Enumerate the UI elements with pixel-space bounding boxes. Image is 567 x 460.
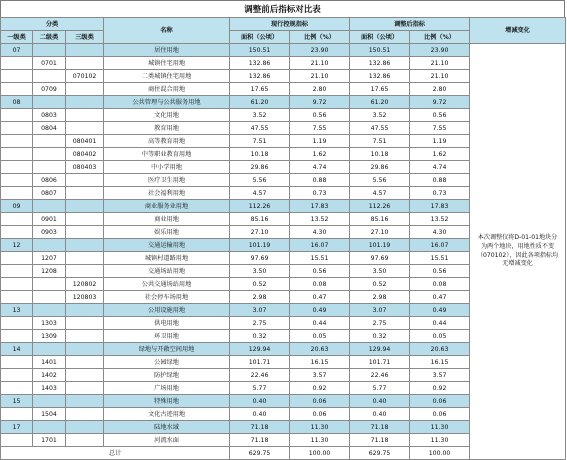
adjusted-area-cell: 29.86: [350, 161, 410, 174]
level1-code-cell: [1, 434, 33, 447]
adjusted-ratio-cell: 20.63: [410, 343, 470, 356]
land-use-name-cell: 供电用地: [104, 317, 230, 330]
level3-code-cell: [66, 122, 104, 135]
land-use-name-cell: 交通运输用地: [104, 239, 230, 252]
current-ratio-cell: 0.44: [290, 317, 350, 330]
level2-code-cell: [33, 304, 66, 317]
level2-code-cell: 0803: [33, 109, 66, 122]
name-header: 名称: [104, 18, 230, 44]
adjusted-ratio-cell: 1.19: [410, 135, 470, 148]
current-ratio-cell: 16.15: [290, 356, 350, 369]
current-area-cell: 4.57: [230, 187, 290, 200]
level2-code-cell: [33, 135, 66, 148]
adjusted-ratio-cell: 0.73: [410, 187, 470, 200]
level3-code-cell: [66, 317, 104, 330]
adjusted-area-cell: 47.55: [350, 122, 410, 135]
category-header: 分类: [1, 18, 104, 31]
level3-code-cell: [66, 356, 104, 369]
adjusted-area-cell: 112.26: [350, 200, 410, 213]
current-area-cell: 3.50: [230, 265, 290, 278]
level1-code-cell: [1, 135, 33, 148]
land-use-name-cell: 中等职业教育用地: [104, 148, 230, 161]
adjusted-ratio-cell: 16.07: [410, 239, 470, 252]
land-use-name-cell: 高等教育用地: [104, 135, 230, 148]
current-area-cell: 0.52: [230, 278, 290, 291]
table-row: [1, 44, 566, 57]
current-area-cell: 101.71: [230, 356, 290, 369]
level3-code-cell: [66, 382, 104, 395]
level2-code-cell: 0901: [33, 213, 66, 226]
current-area-cell: 0.40: [230, 395, 290, 408]
level1-code-cell: [1, 265, 33, 278]
level1-code-cell: [1, 252, 33, 265]
level2-code-cell: 1303: [33, 317, 66, 330]
adjusted-area-cell: 101.71: [350, 356, 410, 369]
current-ratio-cell: 4.30: [290, 226, 350, 239]
level1-code-cell: 13: [1, 304, 33, 317]
adjusted-area-cell: 3.07: [350, 304, 410, 317]
level1-code-cell: 17: [1, 421, 33, 434]
level1-code-cell: [1, 278, 33, 291]
current-area-cell: 29.86: [230, 161, 290, 174]
current-ratio-cell: 0.06: [290, 408, 350, 421]
level3-code-cell: [66, 421, 104, 434]
current-area-cell: 101.19: [230, 239, 290, 252]
current-area-cell: 71.18: [230, 421, 290, 434]
current-ratio-cell: 0.56: [290, 265, 350, 278]
level1-code-cell: [1, 213, 33, 226]
level2-code-cell: [33, 161, 66, 174]
adjusted-area-cell: 3.52: [350, 109, 410, 122]
total-adjusted-area: 629.75: [350, 447, 410, 460]
adjusted-area-header: 面积（公顷）: [350, 31, 410, 44]
land-use-name-cell: 二类城镇住宅用地: [104, 70, 230, 83]
adjusted-area-cell: 150.51: [350, 44, 410, 57]
land-use-name-cell: 居住用地: [104, 44, 230, 57]
level3-code-cell: [66, 369, 104, 382]
current-ratio-cell: 0.56: [290, 109, 350, 122]
adjusted-area-cell: 7.51: [350, 135, 410, 148]
land-use-name-cell: 商业用地: [104, 213, 230, 226]
adjusted-area-cell: 10.18: [350, 148, 410, 161]
level2-code-cell: [33, 278, 66, 291]
adjusted-ratio-cell: 3.57: [410, 369, 470, 382]
level3-code-cell: [66, 265, 104, 278]
level1-code-cell: [1, 187, 33, 200]
adjusted-ratio-cell: 2.80: [410, 83, 470, 96]
level1-code-cell: 14: [1, 343, 33, 356]
land-use-name-cell: 社会停车场用地: [104, 291, 230, 304]
current-ratio-cell: 21.10: [290, 57, 350, 70]
current-ratio-cell: 21.10: [290, 70, 350, 83]
land-use-name-cell: 广场用地: [104, 382, 230, 395]
level3-code-cell: [66, 109, 104, 122]
land-use-name-cell: 商业服务业用地: [104, 200, 230, 213]
level1-code-cell: 09: [1, 200, 33, 213]
current-area-cell: 27.10: [230, 226, 290, 239]
current-ratio-cell: 20.63: [290, 343, 350, 356]
comparison-table: [0, 17, 566, 460]
adjusted-area-cell: 0.40: [350, 408, 410, 421]
land-use-name-cell: 防护绿地: [104, 369, 230, 382]
adjusted-ratio-cell: 7.55: [410, 122, 470, 135]
adjusted-ratio-cell: 0.06: [410, 408, 470, 421]
level2-code-cell: 1309: [33, 330, 66, 343]
current-area-cell: 2.75: [230, 317, 290, 330]
adjusted-area-cell: 2.75: [350, 317, 410, 330]
level1-code-cell: 12: [1, 239, 33, 252]
current-ratio-cell: 9.72: [290, 96, 350, 109]
adjusted-ratio-cell: 4.74: [410, 161, 470, 174]
current-area-cell: 3.52: [230, 109, 290, 122]
land-use-name-cell: 商住混合用地: [104, 83, 230, 96]
header-row-1: [1, 18, 566, 31]
level1-code-cell: [1, 317, 33, 330]
level3-code-cell: [66, 213, 104, 226]
current-ratio-cell: 15.51: [290, 252, 350, 265]
land-use-name-cell: 城镇村道路用地: [104, 252, 230, 265]
current-ratio-cell: 0.49: [290, 304, 350, 317]
current-ratio-cell: 11.30: [290, 434, 350, 447]
level2-code-cell: [33, 200, 66, 213]
level2-code-cell: [33, 96, 66, 109]
level3-code-cell: [66, 200, 104, 213]
land-use-name-cell: 特殊用地: [104, 395, 230, 408]
level2-code-cell: [33, 343, 66, 356]
level3-code-cell: [66, 187, 104, 200]
level1-code-cell: [1, 161, 33, 174]
adjusted-ratio-cell: 0.88: [410, 174, 470, 187]
adjusted-ratio-cell: 17.83: [410, 200, 470, 213]
level2-code-cell: [33, 395, 66, 408]
level2-code-cell: 0709: [33, 83, 66, 96]
current-area-cell: 0.40: [230, 408, 290, 421]
current-area-cell: 17.65: [230, 83, 290, 96]
level2-code-cell: 1701: [33, 434, 66, 447]
level1-code-cell: 07: [1, 44, 33, 57]
total-adjusted-ratio: 100.00: [410, 447, 470, 460]
level3-code-cell: [66, 174, 104, 187]
level1-code-cell: [1, 226, 33, 239]
level1-code-cell: [1, 356, 33, 369]
level3-code-cell: [66, 395, 104, 408]
land-use-name-cell: 娱乐用地: [104, 226, 230, 239]
level3-code-cell: [66, 304, 104, 317]
current-ratio-cell: 0.47: [290, 291, 350, 304]
adjusted-area-cell: 71.18: [350, 421, 410, 434]
level2-code-cell: [33, 291, 66, 304]
adjusted-ratio-cell: 0.92: [410, 382, 470, 395]
adjusted-ratio-cell: 16.15: [410, 356, 470, 369]
adjusted-ratio-cell: 21.10: [410, 70, 470, 83]
level3-code-cell: [66, 44, 104, 57]
level1-code-cell: [1, 57, 33, 70]
current-ratio-cell: 23.90: [290, 44, 350, 57]
current-area-cell: 61.20: [230, 96, 290, 109]
current-area-cell: 129.94: [230, 343, 290, 356]
current-ratio-cell: 11.30: [290, 421, 350, 434]
land-use-name-cell: 文化古迹用地: [104, 408, 230, 421]
level3-code-cell: [66, 408, 104, 421]
level2-code-cell: 1402: [33, 369, 66, 382]
current-ratio-cell: 0.05: [290, 330, 350, 343]
current-area-cell: 5.77: [230, 382, 290, 395]
level1-code-cell: [1, 369, 33, 382]
adjusted-ratio-cell: 0.49: [410, 304, 470, 317]
adjusted-ratio-cell: 15.51: [410, 252, 470, 265]
level3-code-cell: 080403: [66, 161, 104, 174]
current-ratio-cell: 1.19: [290, 135, 350, 148]
adjusted-area-cell: 4.57: [350, 187, 410, 200]
land-use-name-cell: 文化用地: [104, 109, 230, 122]
adjusted-ratio-cell: 0.44: [410, 317, 470, 330]
current-ratio-cell: 7.55: [290, 122, 350, 135]
level3-code-cell: [66, 343, 104, 356]
land-use-name-cell: 城镇住宅用地: [104, 57, 230, 70]
total-label: 总计: [1, 447, 230, 460]
level1-code-cell: [1, 109, 33, 122]
land-use-name-cell: 医疗卫生用地: [104, 174, 230, 187]
adjusted-area-cell: 5.77: [350, 382, 410, 395]
current-ratio-cell: 3.57: [290, 369, 350, 382]
adjusted-area-cell: 22.46: [350, 369, 410, 382]
adjusted-ratio-header: 比例（%）: [410, 31, 470, 44]
level2-code-cell: 1208: [33, 265, 66, 278]
current-area-cell: 85.16: [230, 213, 290, 226]
adjusted-area-cell: 0.40: [350, 395, 410, 408]
land-use-name-cell: 绿地与开敞空间用地: [104, 343, 230, 356]
current-area-cell: 47.55: [230, 122, 290, 135]
adjusted-ratio-cell: 0.56: [410, 265, 470, 278]
adjusted-ratio-cell: 13.52: [410, 213, 470, 226]
level2-code-cell: 1207: [33, 252, 66, 265]
level2-code-cell: [33, 44, 66, 57]
adjusted-area-cell: 0.32: [350, 330, 410, 343]
total-current-area: 629.75: [230, 447, 290, 460]
level3-code-cell: 080402: [66, 148, 104, 161]
level1-code-cell: [1, 174, 33, 187]
total-current-ratio: 100.00: [290, 447, 350, 460]
level3-code-cell: [66, 239, 104, 252]
current-ratio-cell: 1.62: [290, 148, 350, 161]
current-area-cell: 132.86: [230, 70, 290, 83]
adjusted-indicators-header: 调整后指标: [350, 18, 470, 31]
adjusted-area-cell: 5.56: [350, 174, 410, 187]
level2-code-cell: [33, 148, 66, 161]
land-use-name-cell: 公共交通场站用地: [104, 278, 230, 291]
level1-code-cell: [1, 122, 33, 135]
level3-code-cell: [66, 57, 104, 70]
current-ratio-cell: 4.74: [290, 161, 350, 174]
level2-code-cell: 0804: [33, 122, 66, 135]
adjusted-area-cell: 132.86: [350, 57, 410, 70]
current-area-cell: 71.18: [230, 434, 290, 447]
level2-header: 二级类: [33, 31, 66, 44]
level2-code-cell: [33, 421, 66, 434]
adjusted-ratio-cell: 11.30: [410, 434, 470, 447]
current-ratio-cell: 0.08: [290, 278, 350, 291]
level3-code-cell: [66, 226, 104, 239]
adjusted-area-cell: 3.50: [350, 265, 410, 278]
adjusted-area-cell: 129.94: [350, 343, 410, 356]
current-ratio-cell: 0.92: [290, 382, 350, 395]
adjusted-ratio-cell: 0.47: [410, 291, 470, 304]
land-use-name-cell: 中小学用地: [104, 161, 230, 174]
adjusted-ratio-cell: 0.05: [410, 330, 470, 343]
land-use-name-cell: 河流水面: [104, 434, 230, 447]
adjusted-ratio-cell: 0.06: [410, 395, 470, 408]
table-title: 调整前后指标对比表: [0, 0, 565, 18]
level1-code-cell: 08: [1, 96, 33, 109]
level2-code-cell: 0807: [33, 187, 66, 200]
level3-code-cell: 070102: [66, 70, 104, 83]
current-area-cell: 3.07: [230, 304, 290, 317]
land-use-name-cell: 社会福利用地: [104, 187, 230, 200]
level2-code-cell: 1401: [33, 356, 66, 369]
level1-code-cell: [1, 330, 33, 343]
level1-code-cell: [1, 382, 33, 395]
current-ratio-cell: 0.73: [290, 187, 350, 200]
land-use-name-cell: 公用设施用地: [104, 304, 230, 317]
current-area-cell: 0.32: [230, 330, 290, 343]
adjusted-area-cell: 61.20: [350, 96, 410, 109]
adjusted-ratio-cell: 11.30: [410, 421, 470, 434]
current-ratio-cell: 16.07: [290, 239, 350, 252]
current-area-cell: 5.56: [230, 174, 290, 187]
current-area-cell: 150.51: [230, 44, 290, 57]
level2-code-cell: [33, 239, 66, 252]
current-ratio-cell: 0.06: [290, 395, 350, 408]
level1-code-cell: [1, 408, 33, 421]
current-indicators-header: 现行控规指标: [230, 18, 350, 31]
current-ratio-cell: 2.80: [290, 83, 350, 96]
adjusted-ratio-cell: 1.62: [410, 148, 470, 161]
adjusted-area-cell: 2.98: [350, 291, 410, 304]
level1-code-cell: [1, 148, 33, 161]
land-use-name-cell: 公园绿地: [104, 356, 230, 369]
level2-code-cell: 1403: [33, 382, 66, 395]
adjusted-ratio-cell: 0.08: [410, 278, 470, 291]
level1-header: 一级类: [1, 31, 33, 44]
level3-code-cell: [66, 330, 104, 343]
level3-code-cell: 080401: [66, 135, 104, 148]
current-area-cell: 2.98: [230, 291, 290, 304]
level2-code-cell: 0806: [33, 174, 66, 187]
level2-code-cell: [33, 70, 66, 83]
current-ratio-header: 比例（%）: [290, 31, 350, 44]
adjusted-ratio-cell: 0.56: [410, 109, 470, 122]
level1-code-cell: [1, 83, 33, 96]
current-area-cell: 7.51: [230, 135, 290, 148]
level3-code-cell: [66, 83, 104, 96]
land-use-name-cell: 陆地水域: [104, 421, 230, 434]
current-area-cell: 22.46: [230, 369, 290, 382]
adjusted-area-cell: 17.65: [350, 83, 410, 96]
current-area-cell: 132.86: [230, 57, 290, 70]
level3-header: 三级类: [66, 31, 104, 44]
current-ratio-cell: 17.83: [290, 200, 350, 213]
change-header: 增减变化: [470, 18, 566, 44]
land-use-name-cell: 公共管理与公共服务用地: [104, 96, 230, 109]
level2-code-cell: 1504: [33, 408, 66, 421]
land-use-name-cell: 教育用地: [104, 122, 230, 135]
adjusted-area-cell: 27.10: [350, 226, 410, 239]
land-use-name-cell: 环卫用地: [104, 330, 230, 343]
current-area-cell: 97.69: [230, 252, 290, 265]
adjusted-area-cell: 71.18: [350, 434, 410, 447]
adjusted-ratio-cell: 21.10: [410, 57, 470, 70]
adjusted-ratio-cell: 23.90: [410, 44, 470, 57]
land-use-name-cell: 交通场站用地: [104, 265, 230, 278]
level1-code-cell: [1, 291, 33, 304]
change-note-cell: 本次调整仅将D-01-01地块分为两个地块，用地性质不变（070102），因此各项指标均无增减变化: [470, 44, 566, 460]
adjusted-ratio-cell: 4.30: [410, 226, 470, 239]
adjusted-area-cell: 97.69: [350, 252, 410, 265]
current-ratio-cell: 13.52: [290, 213, 350, 226]
level1-code-cell: 15: [1, 395, 33, 408]
adjusted-area-cell: 101.19: [350, 239, 410, 252]
level1-code-cell: [1, 70, 33, 83]
current-ratio-cell: 0.88: [290, 174, 350, 187]
level3-code-cell: [66, 252, 104, 265]
level3-code-cell: [66, 434, 104, 447]
level3-code-cell: [66, 96, 104, 109]
adjusted-area-cell: 85.16: [350, 213, 410, 226]
level3-code-cell: 120802: [66, 278, 104, 291]
current-area-cell: 112.26: [230, 200, 290, 213]
level2-code-cell: 0903: [33, 226, 66, 239]
level3-code-cell: 120803: [66, 291, 104, 304]
adjusted-area-cell: 132.86: [350, 70, 410, 83]
current-area-cell: 10.18: [230, 148, 290, 161]
level2-code-cell: 0701: [33, 57, 66, 70]
adjusted-ratio-cell: 9.72: [410, 96, 470, 109]
current-area-header: 面积（公顷）: [230, 31, 290, 44]
adjusted-area-cell: 0.52: [350, 278, 410, 291]
